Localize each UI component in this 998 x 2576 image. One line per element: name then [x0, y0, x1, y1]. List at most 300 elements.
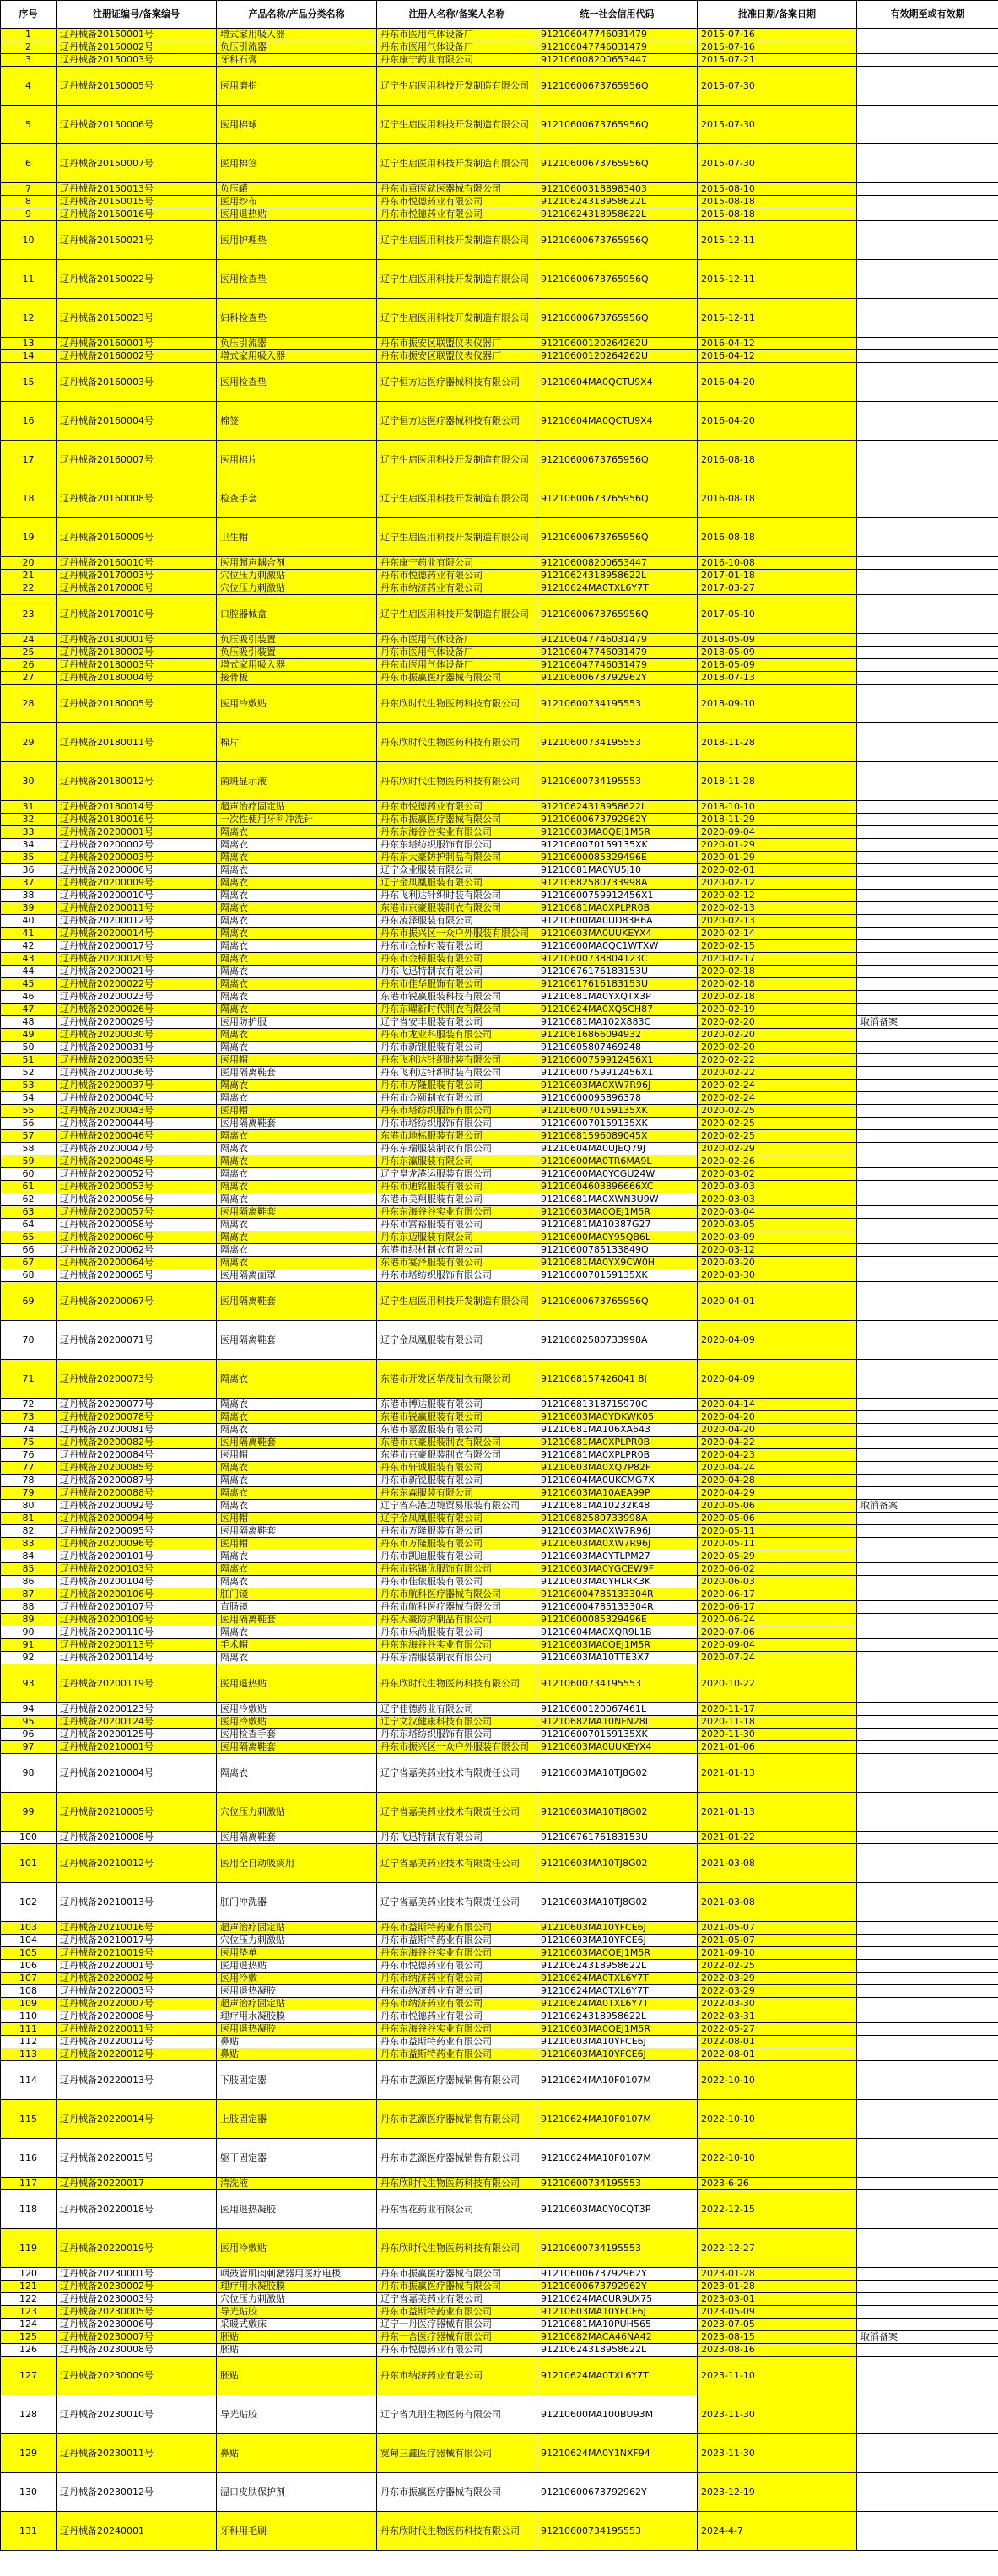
registration-number-cell: 辽丹械备20200096号	[57, 1538, 217, 1550]
validity-cell	[857, 595, 998, 634]
validity-cell	[857, 2344, 998, 2357]
validity-cell	[857, 1168, 998, 1181]
product-name-cell: 负压吸引装置	[217, 634, 377, 647]
product-name-cell: 牙科用毛刷	[217, 2512, 377, 2551]
validity-cell	[857, 1998, 998, 2010]
validity-cell	[857, 1155, 998, 1168]
credit-code-cell: 91210600673792962Y	[537, 2268, 698, 2281]
credit-code-cell: 91210682MA10NFN28L	[537, 1716, 698, 1729]
date-cell: 2021-03-08	[698, 1844, 857, 1883]
registration-number-cell: 辽丹械备20220019号	[57, 2229, 217, 2268]
registrant-cell: 丹东市纳济药业有限公司	[377, 1985, 537, 1998]
validity-cell	[857, 1538, 998, 1550]
product-name-cell: 躯干固定器	[217, 2139, 377, 2178]
credit-code-cell: 91210600MA0TR6MA9L	[537, 1155, 698, 1168]
date-cell: 2018-05-09	[698, 634, 857, 647]
date-cell: 2018-11-29	[698, 814, 857, 826]
registration-number-cell: 辽丹械备20160009号	[57, 518, 217, 557]
credit-code-cell: 91210600673765956Q	[537, 441, 698, 479]
registration-number-cell: 辽丹械备20200062号	[57, 1244, 217, 1257]
product-name-cell: 隔离衣	[217, 1626, 377, 1639]
credit-code-cell: 91210624MA0UR9UX75	[537, 2293, 698, 2306]
date-cell: 2020-02-22	[698, 1067, 857, 1080]
registration-number-cell: 辽丹械备20200044号	[57, 1118, 217, 1130]
table-row	[1, 1004, 998, 1016]
registration-number-cell: 辽丹械备20200020号	[57, 953, 217, 966]
product-name-cell: 医用帽	[217, 1538, 377, 1550]
registrant-cell: 丹东市悦德药业有限公司	[377, 801, 537, 814]
product-name-cell: 穴位压力刺激贴	[217, 570, 377, 582]
credit-code-cell: 91210604MA0UJEQ79J	[537, 1143, 698, 1155]
credit-code-cell: 91210681MA0YXQTX3P	[537, 991, 698, 1004]
seq-cell: 48	[1, 1016, 57, 1029]
validity-cell	[857, 1257, 998, 1269]
date-cell: 2016-08-18	[698, 441, 857, 479]
seq-cell: 68	[1, 1269, 57, 1282]
validity-cell	[857, 2010, 998, 2023]
registration-number-cell: 辽丹械备20160003号	[57, 363, 217, 402]
registrant-cell: 丹东市铭锦优服饰有限公司	[377, 1563, 537, 1576]
seq-cell: 116	[1, 2139, 57, 2178]
date-cell: 2022-08-01	[698, 2048, 857, 2061]
registration-number-cell: 辽丹械备20160007号	[57, 441, 217, 479]
validity-cell	[857, 299, 998, 338]
product-name-cell: 穴位压力刺激贴	[217, 1793, 377, 1832]
product-name-cell: 隔离衣	[217, 1576, 377, 1588]
seq-cell: 77	[1, 1462, 57, 1475]
product-name-cell: 上肢固定器	[217, 2100, 377, 2139]
product-name-cell: 负压引流器	[217, 338, 377, 350]
date-cell: 2023-12-19	[698, 2473, 857, 2512]
registrant-cell: 丹东市纳济药业有限公司	[377, 1998, 537, 2010]
seq-cell: 14	[1, 350, 57, 363]
table-row	[1, 402, 998, 441]
credit-code-cell: 9121060070159135XK	[537, 839, 698, 852]
validity-cell	[857, 1462, 998, 1475]
credit-code-cell: 9121060070159135XK	[537, 1729, 698, 1741]
table-row	[1, 260, 998, 299]
seq-cell: 44	[1, 966, 57, 978]
registration-number-cell: 辽丹械备20200035号	[57, 1054, 217, 1067]
validity-cell	[857, 144, 998, 183]
registration-number-cell: 辽丹械备20210005号	[57, 1793, 217, 1832]
registrant-cell: 丹东东瑞服装制衣有限公司	[377, 1143, 537, 1155]
registration-number-cell: 辽丹械备20230002号	[57, 2281, 217, 2293]
registration-number-cell: 辽丹械备20200106号	[57, 1588, 217, 1601]
table-row	[1, 29, 998, 41]
credit-code-cell: 91210603MA0QEJ1M5R	[537, 826, 698, 839]
seq-cell: 131	[1, 2512, 57, 2551]
product-name-cell: 医用隔离鞋套	[217, 1067, 377, 1080]
seq-cell: 130	[1, 2473, 57, 2512]
credit-code-cell: 91210600734195553	[537, 2178, 698, 2190]
date-cell: 2021-01-13	[698, 1754, 857, 1793]
seq-cell: 85	[1, 1563, 57, 1576]
registrant-cell: 丹东市医用气体设备厂	[377, 29, 537, 41]
registrant-cell: 丹东市航科医疗器械有限公司	[377, 1588, 537, 1601]
product-name-cell: 医用隔离鞋套	[217, 1282, 377, 1321]
registration-number-cell: 辽丹械备20170008号	[57, 582, 217, 595]
date-cell: 2020-03-02	[698, 1168, 857, 1181]
table-row	[1, 826, 998, 839]
product-name-cell: 隔离衣	[217, 1500, 377, 1513]
validity-cell	[857, 2190, 998, 2229]
registrant-cell: 丹东市悦德药业有限公司	[377, 196, 537, 208]
registrant-cell: 丹东市振赢医疗器械有限公司	[377, 814, 537, 826]
date-cell: 2020-02-13	[698, 915, 857, 928]
date-cell: 2015-07-30	[698, 67, 857, 106]
validity-cell	[857, 582, 998, 595]
table-row	[1, 940, 998, 953]
table-row	[1, 2293, 998, 2306]
table-row	[1, 221, 998, 260]
registration-number-cell: 辽丹械备20220014号	[57, 2100, 217, 2139]
credit-code-cell: 912106004785133304R	[537, 1588, 698, 1601]
registration-number-cell: 辽丹械备20200124号	[57, 1716, 217, 1729]
product-name-cell: 隔离衣	[217, 1360, 377, 1399]
registrant-cell: 辽宁省东港边境贸易服装有限公司	[377, 1500, 537, 1513]
table-row	[1, 1973, 998, 1985]
seq-cell: 1	[1, 29, 57, 41]
date-cell: 2020-04-29	[698, 1487, 857, 1500]
date-cell: 2020-02-25	[698, 1105, 857, 1118]
seq-cell: 118	[1, 2190, 57, 2229]
registrant-cell: 丹东市振赢医疗器械有限公司	[377, 2281, 537, 2293]
table-row	[1, 1193, 998, 1206]
product-name-cell: 隔离衣	[217, 1143, 377, 1155]
date-cell: 2018-05-09	[698, 659, 857, 672]
table-row	[1, 1832, 998, 1844]
table-row	[1, 1143, 998, 1155]
registration-number-cell: 辽丹械备20150022号	[57, 260, 217, 299]
registrant-cell: 丹东市新锐服装有限公司	[377, 1475, 537, 1487]
seq-cell: 91	[1, 1639, 57, 1652]
validity-cell	[857, 1563, 998, 1576]
registrant-cell: 丹东欣时代生物医药科技有限公司	[377, 723, 537, 762]
seq-cell: 18	[1, 479, 57, 518]
credit-code-cell: 91210603MA0QEJ1M5R	[537, 2023, 698, 2036]
seq-cell: 84	[1, 1550, 57, 1563]
validity-cell	[857, 2306, 998, 2319]
registration-number-cell: 辽丹械备20170010号	[57, 595, 217, 634]
credit-code-cell: 91210681MA0YU5J10	[537, 864, 698, 877]
seq-cell: 59	[1, 1155, 57, 1168]
product-name-cell: 手术帽	[217, 1639, 377, 1652]
seq-cell: 5	[1, 106, 57, 144]
product-name-cell: 医用冷敷贴	[217, 1716, 377, 1729]
product-name-cell: 鼻贴	[217, 2434, 377, 2473]
registration-number-cell: 辽丹械备20200081号	[57, 1424, 217, 1437]
seq-cell: 111	[1, 2023, 57, 2036]
registrant-cell: 丹东市万隆服装有限公司	[377, 1080, 537, 1092]
table-row	[1, 2268, 998, 2281]
product-name-cell: 隔离衣	[217, 915, 377, 928]
registration-number-cell: 辽丹械备20220013号	[57, 2061, 217, 2100]
validity-cell	[857, 1639, 998, 1652]
credit-code-cell: 91210600MA0UD83B6A	[537, 915, 698, 928]
registration-number-cell: 辽丹械备20210013号	[57, 1883, 217, 1922]
table-row	[1, 953, 998, 966]
table-row	[1, 1437, 998, 1449]
registrant-cell: 辽宁生启医用科技开发制造有限公司	[377, 479, 537, 518]
registrant-cell: 丹东市益斯特药业有限公司	[377, 2036, 537, 2048]
registrant-cell: 丹东东清服装制衣有限公司	[377, 1652, 537, 1664]
validity-cell	[857, 978, 998, 991]
seq-cell: 73	[1, 1411, 57, 1424]
registrant-cell: 东港市开发区华茂制衣有限公司	[377, 1360, 537, 1399]
table-row	[1, 839, 998, 852]
date-cell: 2020-06-17	[698, 1601, 857, 1614]
registrant-cell: 丹东市金桥服装有限公司	[377, 953, 537, 966]
registrant-cell: 丹东市纳济药业有限公司	[377, 1973, 537, 1985]
product-name-cell: 理疗用水凝胶膜	[217, 2010, 377, 2023]
registrant-cell: 丹东欣时代生物医药科技有限公司	[377, 2178, 537, 2190]
date-cell: 2021-05-07	[698, 1935, 857, 1947]
credit-code-cell: 91210603MA0XW7R96J	[537, 1525, 698, 1538]
seq-cell: 7	[1, 183, 57, 196]
table-row	[1, 2319, 998, 2331]
validity-cell	[857, 1449, 998, 1462]
validity-cell	[857, 2281, 998, 2293]
credit-code-cell: 91210600673765956Q	[537, 595, 698, 634]
table-row	[1, 685, 998, 723]
registration-number-cell: 辽丹械备20200113号	[57, 1639, 217, 1652]
date-cell: 2020-02-15	[698, 940, 857, 953]
registration-number-cell: 辽丹械备20200123号	[57, 1703, 217, 1716]
validity-cell	[857, 479, 998, 518]
date-cell: 2020-03-05	[698, 1219, 857, 1231]
registration-number-cell: 辽丹械备20200029号	[57, 1016, 217, 1029]
product-name-cell: 医用退热贴	[217, 208, 377, 221]
validity-cell	[857, 1703, 998, 1716]
seq-cell: 19	[1, 518, 57, 557]
registrant-cell: 丹东欣时代生物医药科技有限公司	[377, 2512, 537, 2551]
credit-code-cell: 9121060070159135XK	[537, 1118, 698, 1130]
header-cell: 序号	[1, 1, 57, 29]
credit-code-cell: 91210624MA0TXL6Y7T	[537, 1985, 698, 1998]
registrant-cell: 辽宁文汉健康科技有限公司	[377, 1716, 537, 1729]
product-name-cell: 增式家用吸入器	[217, 659, 377, 672]
registration-number-cell: 辽丹械备20230006号	[57, 2319, 217, 2331]
registration-number-cell: 辽丹械备20210001号	[57, 1741, 217, 1754]
credit-code-cell: 91210600095896378	[537, 1092, 698, 1105]
date-cell: 2018-07-13	[698, 672, 857, 685]
registrant-cell: 丹东市艺源医疗器械销售有限公司	[377, 2139, 537, 2178]
registration-number-cell: 辽丹械备20180014号	[57, 801, 217, 814]
registration-number-cell: 辽丹械备20220015号	[57, 2139, 217, 2178]
credit-code-cell: 91210624MA10F0107M	[537, 2139, 698, 2178]
registration-number-cell: 辽丹械备20200067号	[57, 1282, 217, 1321]
product-name-cell: 检查手套	[217, 479, 377, 518]
date-cell: 2022-02-25	[698, 1960, 857, 1973]
table-row	[1, 1639, 998, 1652]
validity-cell	[857, 1614, 998, 1626]
validity-cell	[857, 183, 998, 196]
product-name-cell: 医用帽	[217, 1105, 377, 1118]
credit-code-cell: 91210600673765956Q	[537, 299, 698, 338]
date-cell: 2020-11-30	[698, 1729, 857, 1741]
seq-cell: 129	[1, 2434, 57, 2473]
registrant-cell: 丹东飞迅特制衣有限公司	[377, 966, 537, 978]
registration-number-cell: 辽丹械备20200073号	[57, 1360, 217, 1399]
date-cell: 2021-01-22	[698, 1832, 857, 1844]
table-row	[1, 1998, 998, 2010]
product-name-cell: 隔离衣	[217, 1042, 377, 1054]
registration-number-cell: 辽丹械备20200003号	[57, 852, 217, 864]
credit-code-cell: 91210603MA0YHLRK3K	[537, 1576, 698, 1588]
validity-cell	[857, 928, 998, 940]
date-cell: 2017-01-18	[698, 570, 857, 582]
credit-code-cell: 91210624MA0TXL6Y7T	[537, 1998, 698, 2010]
product-name-cell: 医用帽	[217, 1449, 377, 1462]
registration-number-cell: 辽丹械备20180016号	[57, 814, 217, 826]
credit-code-cell: 912106047746031479	[537, 647, 698, 659]
registration-number-cell: 辽丹械备20150003号	[57, 54, 217, 67]
validity-cell	[857, 2395, 998, 2434]
product-name-cell: 隔离衣	[217, 1193, 377, 1206]
product-name-cell: 医用棉球	[217, 106, 377, 144]
product-name-cell: 增式家用吸入器	[217, 350, 377, 363]
registration-number-cell: 辽丹械备20220008号	[57, 2010, 217, 2023]
validity-cell	[857, 991, 998, 1004]
registration-number-cell: 辽丹械备20200048号	[57, 1155, 217, 1168]
registration-number-cell: 辽丹械备20200107号	[57, 1601, 217, 1614]
registration-number-cell: 辽丹械备20200114号	[57, 1652, 217, 1664]
product-name-cell: 隔离衣	[217, 1231, 377, 1244]
seq-cell: 100	[1, 1832, 57, 1844]
seq-cell: 103	[1, 1922, 57, 1935]
credit-code-cell: 91210600734195553	[537, 1664, 698, 1703]
table-row	[1, 1985, 998, 1998]
credit-code-cell: 91210624MA0XQ5CH87	[537, 1004, 698, 1016]
product-name-cell: 医用帽	[217, 1513, 377, 1525]
validity-cell	[857, 1424, 998, 1437]
registrant-cell: 丹东市重医就医器械有限公司	[377, 183, 537, 196]
validity-cell	[857, 2139, 998, 2178]
registrant-cell: 丹东市迪铭服装有限公司	[377, 1181, 537, 1193]
validity-cell	[857, 1067, 998, 1080]
credit-code-cell: 91210603MA0Y0CQT3P	[537, 2190, 698, 2229]
product-name-cell: 医用超声耦合剂	[217, 557, 377, 570]
seq-cell: 90	[1, 1626, 57, 1639]
seq-cell: 38	[1, 890, 57, 902]
seq-cell: 113	[1, 2048, 57, 2061]
credit-code-cell: 91210603MA10YFCE6J	[537, 1935, 698, 1947]
date-cell: 2020-04-20	[698, 1411, 857, 1424]
table-row	[1, 659, 998, 672]
table-row	[1, 864, 998, 877]
date-cell: 2021-03-08	[698, 1883, 857, 1922]
seq-cell: 125	[1, 2331, 57, 2344]
validity-cell	[857, 814, 998, 826]
product-name-cell: 隔离衣	[217, 1399, 377, 1411]
registrant-cell: 丹东欣时代生物医药科技有限公司	[377, 1664, 537, 1703]
seq-cell: 55	[1, 1105, 57, 1118]
header-cell: 批准日期/备案日期	[698, 1, 857, 29]
table-row	[1, 1883, 998, 1922]
seq-cell: 126	[1, 2344, 57, 2357]
product-name-cell: 医用纱布	[217, 196, 377, 208]
registration-number-cell: 辽丹械备20200065号	[57, 1269, 217, 1282]
registration-number-cell: 辽丹械备20200104号	[57, 1576, 217, 1588]
seq-cell: 112	[1, 2036, 57, 2048]
registration-number-cell: 辽丹械备20150007号	[57, 144, 217, 183]
table-row	[1, 801, 998, 814]
credit-code-cell: 91210616866094932	[537, 1029, 698, 1042]
registrant-cell: 丹东东海谷谷实业有限公司	[377, 1947, 537, 1960]
validity-cell	[857, 915, 998, 928]
date-cell: 2020-04-09	[698, 1321, 857, 1360]
header-cell: 产品名称/产品分类名称	[217, 1, 377, 29]
registration-number-cell: 辽丹械备20200082号	[57, 1437, 217, 1449]
credit-code-cell: 91210681596089045X	[537, 1130, 698, 1143]
table-row	[1, 1080, 998, 1092]
seq-cell: 81	[1, 1513, 57, 1525]
registration-number-cell: 辽丹械备20200060号	[57, 1231, 217, 1244]
date-cell: 2020-03-03	[698, 1181, 857, 1193]
seq-cell: 124	[1, 2319, 57, 2331]
registrant-cell: 丹东市医用气体设备厂	[377, 647, 537, 659]
registrant-cell: 辽宁金凤凰服装有限公司	[377, 1321, 537, 1360]
date-cell: 2020-02-25	[698, 1130, 857, 1143]
seq-cell: 109	[1, 1998, 57, 2010]
table-row	[1, 363, 998, 402]
validity-cell	[857, 1054, 998, 1067]
credit-code-cell: 91210603MA10TJ8G02	[537, 1754, 698, 1793]
seq-cell: 108	[1, 1985, 57, 1998]
validity-cell	[857, 1716, 998, 1729]
header-cell: 有效期至或有效期	[857, 1, 998, 29]
registration-number-cell: 辽丹械备20200037号	[57, 1080, 217, 1092]
registration-number-cell: 辽丹械备20230012号	[57, 2473, 217, 2512]
credit-code-cell: 91210603MA0QEJ1M5R	[537, 1206, 698, 1219]
seq-cell: 79	[1, 1487, 57, 1500]
table-row	[1, 1244, 998, 1257]
seq-cell: 88	[1, 1601, 57, 1614]
validity-cell	[857, 1793, 998, 1832]
table-row	[1, 1054, 998, 1067]
seq-cell: 25	[1, 647, 57, 659]
table-row	[1, 595, 998, 634]
product-name-cell: 医用隔离鞋套	[217, 1525, 377, 1538]
table-row	[1, 1399, 998, 1411]
registration-number-cell: 辽丹械备20210004号	[57, 1754, 217, 1793]
registrant-cell: 辽宁省嘉美药业技术有限责任公司	[377, 1754, 537, 1793]
product-name-cell: 隔离衣	[217, 1130, 377, 1143]
product-name-cell: 妇科检查垫	[217, 299, 377, 338]
date-cell: 2020-04-09	[698, 1360, 857, 1399]
date-cell: 2020-02-18	[698, 991, 857, 1004]
table-row	[1, 1563, 998, 1576]
credit-code-cell: 91210600120067461L	[537, 1703, 698, 1716]
credit-code-cell: 912106003188983403	[537, 183, 698, 196]
registration-number-cell: 辽丹械备20200109号	[57, 1614, 217, 1626]
registrant-cell: 东港市锐赢服装有限公司	[377, 1411, 537, 1424]
validity-cell	[857, 1832, 998, 1844]
seq-cell: 86	[1, 1576, 57, 1588]
date-cell: 2020-02-29	[698, 1143, 857, 1155]
credit-code-cell: 91210600673792962Y	[537, 2281, 698, 2293]
seq-cell: 11	[1, 260, 57, 299]
credit-code-cell: 91210624MA0TXL6Y7T	[537, 1973, 698, 1985]
registration-number-cell: 辽丹械备20160008号	[57, 479, 217, 518]
validity-cell	[857, 1130, 998, 1143]
registration-number-cell: 辽丹械备20220002号	[57, 1973, 217, 1985]
registrant-cell: 丹东东海谷谷实业有限公司	[377, 826, 537, 839]
table-row	[1, 814, 998, 826]
credit-code-cell: 91210624MA0Y1NXF94	[537, 2434, 698, 2473]
date-cell: 2016-04-20	[698, 402, 857, 441]
